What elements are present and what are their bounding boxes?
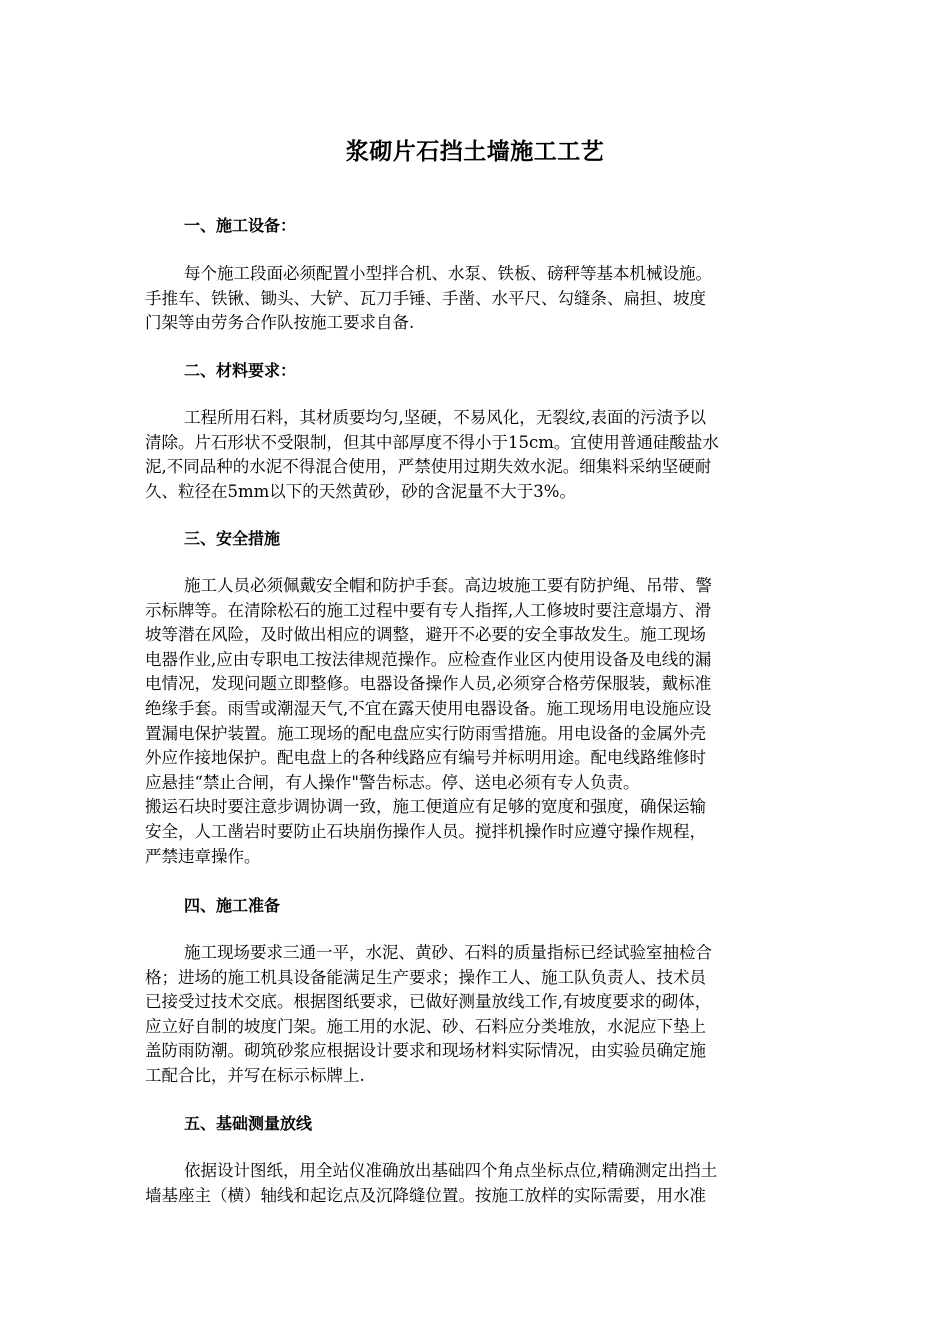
paragraph-line: 工程所用石料，其材质要均匀,坚硬，不易风化，无裂纹,表面的污渍予以 [184,408,706,427]
paragraph-line: 坡等潜在风险，及时做出相应的调整，避开不必要的安全事故发生。施工现场 [145,625,706,645]
section-paragraph-equipment [145,262,811,336]
section-heading-materials: 二、材料要求： [184,361,297,380]
section-heading-safety: 三、安全措施 [184,529,281,548]
section-paragraph-preparation [145,941,811,1089]
paragraph-line: 搬运石块时要注意步调协调一致，施工便道应有足够的宽度和强度，确保运输 [145,797,706,817]
section-heading-equipment: 一、施工设备： [184,216,297,235]
section-paragraph-materials [145,406,811,504]
section-paragraph-safety [145,574,811,869]
paragraph-line: 已接受过技术交底。根据图纸要求，已做好测量放线工作,有坡度要求的砌体， [145,992,712,1012]
paragraph-line: 外应作接地保护。配电盘上的各种线路应有编号并标明用途。配电线路维修时 [145,748,706,768]
paragraph-line: 久、粒径在5mm以下的天然黄砂，砂的含泥量不大于3%。 [145,481,576,501]
paragraph-line: 手推车、铁锹、锄头、大铲、瓦刀手锤、手凿、水平尺、勾缝条、扁担、坡度 [145,288,706,308]
section-heading-survey: 五、基础测量放线 [184,1114,313,1133]
paragraph-line: 安全，人工凿岩时要防止石块崩伤操作人员。搅拌机操作时应遵守操作规程， [145,821,706,841]
paragraph-line: 施工人员必须佩戴安全帽和防护手套。高边坡施工要有防护绳、吊带、警 [184,576,712,595]
paragraph-line: 应立好自制的坡度门架。施工用的水泥、砂、石料应分类堆放，水泥应下垫上 [145,1016,706,1036]
paragraph-line: 绝缘手套。雨雪或潮湿天气,不宜在露天使用电器设备。施工现场用电设施应设 [145,698,712,718]
paragraph-line: 盖防雨防潮。砌筑砂浆应根据设计要求和现场材料实际情况，由实验员确定施 [145,1041,706,1061]
paragraph-line: 施工现场要求三通一平，水泥、黄砂、石料的质量指标已经试验室抽检合 [184,943,712,962]
paragraph-line: 格；进场的施工机具设备能满足生产要求；操作工人、施工队负责人、技术员 [145,967,706,987]
paragraph-line: 应悬挂“禁止合闸，有人操作"警告标志。停、送电必须有专人负责。 [145,772,640,792]
paragraph-line: 清除。片石形状不受限制，但其中部厚度不得小于15cm。宜使用普通硅酸盐水 [145,432,719,452]
section-heading-preparation: 四、施工准备 [184,896,281,915]
paragraph-line: 工配合比，并写在标示标牌上. [145,1065,365,1085]
paragraph-line: 每个施工段面必须配置小型拌合机、水泵、铁板、磅秤等基本机械设施。 [184,264,712,283]
paragraph-line: 电情况，发现问题立即整修。电器设备操作人员,必须穿合格劳保服装，戴标准 [145,674,712,694]
paragraph-line: 置漏电保护装置。施工现场的配电盘应实行防雨雪措施。用电设备的金属外壳 [145,723,706,743]
paragraph-line: 墙基座主（横）轴线和起讫点及沉降缝位置。按施工放样的实际需要，用水准 [145,1185,706,1205]
paragraph-line: 电器作业,应由专职电工按法律规范操作。应检查作业区内使用设备及电线的漏 [145,649,712,669]
paragraph-line: 泥,不同品种的水泥不得混合使用，严禁使用过期失效水泥。细集料采纳坚硬耐 [145,457,712,477]
paragraph-line: 示标牌等。在清除松石的施工过程中要有专人指挥,人工修坡时要注意塌方、滑 [145,600,712,620]
section-paragraph-survey [145,1159,811,1208]
paragraph-line: 依据设计图纸，用全站仪准确放出基础四个角点坐标点位,精确测定出挡土 [184,1161,718,1180]
document-title: 浆砌片石挡土墙施工工艺 [345,139,605,165]
paragraph-line: 严禁违章操作。 [145,846,261,866]
paragraph-line: 门架等由劳务合作队按施工要求自备. [145,313,415,333]
